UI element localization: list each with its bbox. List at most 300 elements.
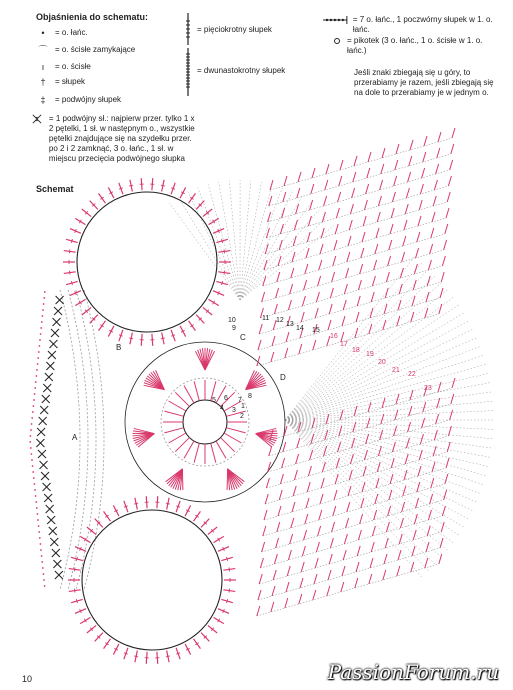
bottom-fan-stitch [266, 478, 269, 488]
legend-label: = o. łańc. [55, 28, 88, 37]
top-fan-stitch [308, 216, 311, 226]
row-number: 20 [378, 359, 386, 366]
top-fan-ray [208, 184, 240, 300]
top-fan-stitch [302, 296, 305, 306]
legend-label: = 1 podwójny sł.: najpierw przer. tylko 1 x 2 pętelki, 1 sł. w następnym o., wszystkie pętelki znajdujące się na szydełku przer. po 2 i 2 zamknąć, 3 o. łańc., 1 sł. w miejscu przecięcia podwójnego słupka [48, 114, 195, 163]
edge-dot [30, 429, 32, 431]
radial-chain [285, 329, 474, 420]
top-fan-stitch [432, 212, 435, 222]
top-fan-stitch [392, 192, 395, 202]
top-fan-stitch [357, 296, 360, 306]
bottom-fan-stitch [328, 570, 331, 580]
bottom-fan-stitch [410, 390, 413, 400]
edge-dot [34, 387, 36, 389]
top-fan-ray [229, 180, 240, 300]
top-fan-stitch [284, 176, 287, 186]
top-fan-stitch [416, 248, 419, 258]
top-fan-stitch [364, 200, 367, 210]
top-flower-bar [222, 239, 223, 243]
bottom-fan-stitch [406, 438, 409, 448]
edge-dot [32, 471, 34, 473]
top-fan-stitch [358, 280, 361, 290]
top-fan-stitch [342, 316, 345, 326]
top-fan-stitch [408, 172, 411, 182]
top-fan-stitch [396, 144, 399, 154]
top-fan-stitch [441, 272, 444, 282]
bottom-fan-stitch [371, 542, 374, 552]
edge-dot [38, 525, 40, 527]
bottom-fan-stitch [405, 454, 408, 464]
radial-chain [285, 420, 493, 448]
center-stitch [175, 392, 189, 406]
top-fan-stitch [406, 188, 409, 198]
single-crochet-icon: ı [41, 62, 45, 72]
top-fan-stitch [332, 272, 335, 282]
row-number: 3 [232, 407, 236, 414]
bottom-fan-stitch [389, 490, 392, 500]
top-fan-stitch [310, 200, 313, 210]
row-number: 7 [238, 397, 242, 404]
bottom-fan-stitch [419, 450, 422, 460]
top-fan-stitch [361, 248, 364, 258]
row-number: 19 [366, 351, 374, 358]
top-flower-bar [119, 188, 123, 189]
legend-label: = słupek [55, 77, 86, 86]
edge-dot [43, 303, 45, 305]
top-fan-stitch [448, 176, 451, 186]
top-fan-stitch [402, 252, 405, 262]
bottom-fan-stitch [439, 554, 442, 564]
top-fan-stitch [350, 204, 353, 214]
double-crochet-icon: † [40, 77, 46, 87]
top-fan-stitch [418, 216, 421, 226]
bottom-fan-stitch [293, 486, 296, 496]
edge-dot [40, 543, 42, 545]
top-fan-stitch [363, 216, 366, 226]
row-number: 22 [408, 371, 416, 378]
edge-dot [31, 423, 33, 425]
top-fan-stitch [394, 176, 397, 186]
row-number: 4 [220, 405, 224, 412]
top-fan-stitch [283, 192, 286, 202]
top-fan-stitch [370, 308, 373, 318]
bottom-fan-stitch [265, 494, 268, 504]
bottom-fan-stitch [432, 462, 435, 472]
top-fan-stitch [259, 324, 262, 334]
bottom-fan-stitch [319, 510, 322, 520]
radial-chain [285, 420, 495, 429]
top-fan-stitch [451, 144, 454, 154]
bottom-fan-stitch [383, 570, 386, 580]
bottom-fan-stitch [339, 426, 342, 436]
top-flower-bar [224, 271, 225, 275]
bottom-fan-stitch [320, 494, 323, 504]
top-fan-stitch [299, 344, 302, 354]
bottom-fan-stitch [344, 534, 347, 544]
row-number: 14 [296, 325, 304, 332]
top-fan-stitch [426, 292, 429, 302]
top-fan-stitch [450, 160, 453, 170]
top-flower-bar [69, 271, 70, 275]
bottom-fan-stitch [447, 442, 450, 452]
bottom-fan-stitch [282, 458, 285, 468]
center-stitch [224, 433, 241, 443]
row-number: 8 [248, 393, 252, 400]
top-fan-stitch [377, 212, 380, 222]
edge-dot [37, 363, 39, 365]
row-number: 17 [340, 341, 348, 348]
top-fan-stitch [344, 284, 347, 294]
top-fan-stitch [352, 188, 355, 198]
top-fan-chain [264, 218, 446, 270]
bottom-fan-stitch [398, 550, 401, 560]
bottom-fan-stitch [355, 578, 358, 588]
edge-dot [36, 375, 38, 377]
bottom-fan-stitch [440, 538, 443, 548]
edge-dot [40, 333, 42, 335]
schemat-label: Schemat [36, 184, 74, 194]
top-fan-stitch [294, 220, 297, 230]
legend-label: = pikotek (3 o. łańc., 1 o. ścisłe w 1. o. łańc.) [347, 36, 483, 55]
top-fan-stitch [340, 160, 343, 170]
top-fan-stitch [276, 288, 279, 298]
edge-dot [34, 483, 36, 485]
top-fan-stitch [280, 224, 283, 234]
radial-chain [285, 392, 493, 420]
center-stitch [194, 443, 199, 462]
edge-dot [43, 579, 45, 581]
top-fan-stitch [290, 284, 293, 294]
top-fan-stitch [404, 220, 407, 230]
top-fan-stitch [333, 256, 336, 266]
top-fan-stitch [428, 260, 431, 270]
slip-stitch-icon: ⌒ [38, 45, 48, 55]
bottom-fan-stitch [416, 498, 419, 508]
bottom-fan-stitch [297, 438, 300, 448]
radial-chain [285, 282, 443, 420]
bottom-fan-stitch [286, 582, 289, 592]
center-stitch [164, 428, 183, 433]
bottom-flower-bar [166, 656, 170, 657]
bottom-fan-stitch [397, 566, 400, 576]
center-stitch [184, 386, 194, 403]
bottom-flower-bar [134, 656, 138, 657]
top-fan-stitch [312, 168, 315, 178]
top-fan-stitch [378, 196, 381, 206]
bottom-fan-stitch [343, 550, 346, 560]
row-number: 21 [392, 367, 400, 374]
top-fan-stitch [330, 288, 333, 298]
row-number: 10 [228, 317, 236, 324]
top-fan-ray [240, 188, 282, 300]
bottom-fan-stitch [411, 562, 414, 572]
radial-chain [285, 420, 487, 476]
edge-dot [38, 351, 40, 353]
bottom-fan-stitch [431, 478, 434, 488]
top-fan-stitch [440, 288, 443, 298]
edge-dot [34, 393, 36, 395]
bottom-fan-stitch [307, 482, 310, 492]
top-fan-stitch [369, 324, 372, 334]
edge-dot [33, 399, 35, 401]
bottom-fan-stitch [316, 542, 319, 552]
bottom-fan-stitch [304, 530, 307, 540]
center-stitch [169, 433, 186, 443]
bottom-flower-bar [134, 503, 138, 504]
bottom-fan-stitch [404, 470, 407, 480]
top-fan-stitch [433, 196, 436, 206]
top-fan-stitch [372, 276, 375, 286]
top-fan-stitch [412, 296, 415, 306]
treble-crochet-icon: ‡ [40, 95, 46, 105]
top-flower-bar [119, 335, 123, 336]
top-fan-stitch [293, 236, 296, 246]
bottom-flower-bar [229, 567, 230, 571]
bottom-fan-stitch [425, 558, 428, 568]
bottom-fan-stitch [342, 566, 345, 576]
top-fan-stitch [368, 152, 371, 162]
top-fan-stitch [278, 256, 281, 266]
bottom-fan-stitch [338, 442, 341, 452]
bottom-flower-bar [227, 599, 228, 603]
edge-arc [76, 290, 96, 590]
edge-dot [36, 369, 38, 371]
bottom-fan-stitch [370, 558, 373, 568]
bottom-flower-bar [76, 557, 77, 561]
bottom-fan-stitch [269, 446, 272, 456]
row-number: 11 [262, 315, 270, 322]
edge-dot [30, 435, 32, 437]
bottom-fan-stitch [369, 574, 372, 584]
edge-dot [35, 501, 37, 503]
bottom-fan-stitch [290, 534, 293, 544]
top-fan-stitch [264, 260, 267, 270]
row-number: 23 [424, 385, 432, 392]
top-fan-stitch [382, 148, 385, 158]
bottom-fan-stitch [426, 542, 429, 552]
bottom-fan-stitch [372, 526, 375, 536]
row-number: 9 [232, 325, 236, 332]
edge-dot [39, 345, 41, 347]
bottom-fan-stitch [408, 422, 411, 432]
bottom-fan-stitch [333, 506, 336, 516]
top-fan-stitch [446, 208, 449, 218]
bottom-fan-stitch [257, 606, 260, 616]
top-fan-chain [257, 314, 439, 366]
bottom-fan-stitch [451, 394, 454, 404]
top-fan-ray [178, 197, 240, 300]
bottom-fan-stitch [292, 502, 295, 512]
center-stitch [221, 438, 235, 452]
top-fan-stitch [437, 148, 440, 158]
bottom-fan-stitch [413, 530, 416, 540]
top-fan-stitch [316, 292, 319, 302]
bottom-fan-stitch [287, 566, 290, 576]
top-fan-stitch [263, 276, 266, 286]
top-fan-stitch [395, 160, 398, 170]
radial-chain [285, 320, 470, 420]
radial-chain [285, 420, 443, 558]
edge-dot [37, 357, 39, 359]
center-stitch [216, 441, 226, 458]
top-fan-stitch [329, 304, 332, 314]
bottom-fan-stitch [374, 510, 377, 520]
top-flower-ring [77, 192, 217, 332]
top-fan-stitch [438, 132, 441, 142]
bottom-fan-stitch [274, 554, 277, 564]
top-fan-stitch [307, 232, 310, 242]
bottom-fan-stitch [436, 414, 439, 424]
top-fan-ray [240, 203, 311, 300]
top-fan-stitch [374, 260, 377, 270]
top-fan-stitch [423, 152, 426, 162]
bottom-fan-stitch [452, 378, 455, 388]
row-number: 16 [330, 333, 338, 340]
bottom-fan-stitch [363, 466, 366, 476]
top-fan-stitch [301, 312, 304, 322]
bottom-fan-stitch [438, 382, 441, 392]
row-number: 18 [352, 347, 360, 354]
radial-chain [285, 420, 455, 544]
edge-dot [35, 381, 37, 383]
legend-label: = podwójny słupek [55, 95, 122, 104]
bottom-fan-stitch [358, 530, 361, 540]
top-fan-stitch [445, 224, 448, 234]
top-fan-stitch [274, 304, 277, 314]
bottom-fan-stitch [315, 558, 318, 568]
center-stitch [194, 381, 199, 400]
top-fan-stitch [325, 180, 328, 190]
edge-dot [41, 321, 43, 323]
bottom-fan-stitch [434, 430, 437, 440]
top-fan-stitch [434, 180, 437, 190]
bottom-fan-stitch [394, 426, 397, 436]
bottom-fan-chain [264, 468, 446, 520]
top-fan-stitch [335, 224, 338, 234]
top-flower-bar [171, 335, 175, 336]
row-number: 13 [286, 321, 294, 328]
bottom-fan-stitch [341, 582, 344, 592]
bottom-fan-stitch [380, 430, 383, 440]
bottom-flower-bar [227, 557, 228, 561]
top-fan-stitch [414, 264, 417, 274]
bottom-fan-stitch [442, 506, 445, 516]
bottom-fan-stitch [340, 410, 343, 420]
bottom-fan-stitch [296, 454, 299, 464]
center-stitch [226, 428, 245, 433]
top-fan-chain [269, 154, 451, 206]
row-number: 5 [212, 397, 216, 404]
top-fan-ray [240, 180, 251, 300]
top-fan-stitch [285, 348, 288, 358]
center-stitch [169, 401, 186, 411]
bottom-fan-stitch [279, 490, 282, 500]
top-fan-stitch [375, 244, 378, 254]
top-flower-bar [224, 249, 225, 253]
bottom-fan-stitch [332, 522, 335, 532]
top-fan-stitch [360, 264, 363, 274]
legend-note: Jeśli znaki zbiegają się u góry, to przerabiamy je razem, jeśli zbiegają się na dole to przerabiamy je w jednym o. [354, 68, 494, 97]
bottom-flower-bar [229, 589, 230, 593]
bottom-fan-stitch [423, 402, 426, 412]
bottom-fan-stitch [305, 514, 308, 524]
edge-dot [42, 315, 44, 317]
top-fan-stitch [319, 260, 322, 270]
top-fan-stitch [338, 192, 341, 202]
top-fan-ray [240, 184, 272, 300]
top-fan-stitch [346, 268, 349, 278]
edge-dot [31, 417, 33, 419]
top-fan-stitch [367, 168, 370, 178]
bottom-fan-chain [258, 548, 440, 600]
radial-chain [285, 411, 495, 420]
bottom-fan-stitch [260, 558, 263, 568]
legend-label: = 7 o. łańc., 1 poczwórny słupek w 1. o. łańc. [352, 15, 493, 34]
top-fan-stitch [336, 208, 339, 218]
bottom-fan-stitch [263, 526, 266, 536]
edge-dot [39, 537, 41, 539]
edge-dot [42, 567, 44, 569]
top-flower-bar [71, 281, 72, 285]
top-flower-bar [171, 188, 175, 189]
bottom-flower-bar [166, 503, 170, 504]
bottom-fan-stitch [417, 482, 420, 492]
top-fan-stitch [431, 228, 434, 238]
top-fan-stitch [282, 208, 285, 218]
radial-chain [285, 420, 494, 439]
bottom-fan-stitch [277, 522, 280, 532]
top-fan-stitch [442, 256, 445, 266]
radial-chain [285, 420, 423, 578]
bottom-fan-stitch [278, 506, 281, 516]
top-fan-chain [262, 250, 444, 302]
bottom-flower-ring [82, 510, 222, 650]
top-fan-stitch [262, 292, 265, 302]
bottom-fan-stitch [400, 518, 403, 528]
bottom-fan-chain [268, 420, 450, 472]
row-number: 2 [240, 413, 244, 420]
chain-dot-icon: • [41, 28, 45, 38]
top-fan-stitch [304, 280, 307, 290]
top-fan-stitch [417, 232, 420, 242]
top-fan-ray [169, 203, 240, 300]
top-fan-stitch [452, 128, 455, 138]
bottom-fan-stitch [357, 546, 360, 556]
top-fan-stitch [386, 272, 389, 282]
bottom-fan-stitch [360, 514, 363, 524]
bottom-fan-stitch [330, 538, 333, 548]
page-number: 10 [22, 674, 33, 684]
bottom-fan-stitch [422, 418, 425, 428]
top-fan-stitch [424, 136, 427, 146]
edge-dot [43, 573, 45, 575]
radial-chain [285, 364, 487, 420]
edge-dot [41, 555, 43, 557]
top-fan-stitch [311, 184, 314, 194]
top-flower-bar [222, 281, 223, 285]
bottom-fan-stitch [314, 574, 317, 584]
top-fan-stitch [348, 236, 351, 246]
bottom-fan-chain [260, 516, 442, 568]
bottom-fan-chain [257, 564, 439, 616]
letter-label: C [240, 333, 246, 342]
bottom-fan-stitch [302, 546, 305, 556]
top-fan-stitch [258, 340, 261, 350]
legend-label: = o. ścisłe [55, 62, 91, 71]
bottom-fan-stitch [420, 434, 423, 444]
row-number: 1 [241, 403, 245, 410]
bottom-fan-stitch [306, 498, 309, 508]
